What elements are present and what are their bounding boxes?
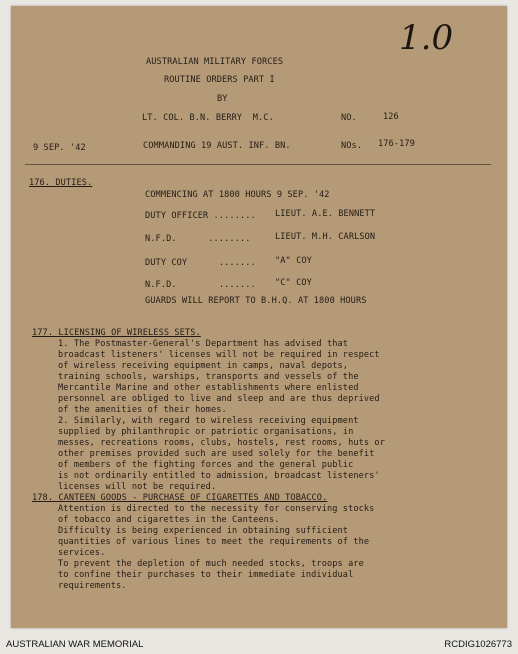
header-command: COMMANDING 19 AUST. INF. BN. [143,141,291,151]
document-page [11,6,507,628]
licensing-line: of members of the fighting forces and the general public [58,460,354,470]
canteen-line: to confine their purchases to their immediate individual [58,570,354,580]
header-no-value: 126 [383,112,399,122]
header-nos-value: 176-179 [378,139,415,149]
header-no-label: NO. [341,113,357,123]
licensing-line: of the amenities of their homes. [58,405,227,415]
duty-value: LIEUT. A.E. BENNETT [275,209,376,219]
licensing-line: training schools, warships, transports and vessels of the [58,372,359,382]
header-nos-label: NOs. [341,141,363,151]
canteen-line: To prevent the depletion of much needed stocks, troops are [58,559,364,569]
licensing-line: supplied by philanthropic or patriotic organisations, in [58,427,354,437]
licensing-line: 2. Similarly, with regard to wireless receiving equipment [58,416,359,426]
canteen-line: of tobacco and cigarettes in the Canteens. [58,515,280,525]
duties-title: 176. DUTIES. [29,178,93,188]
licensing-line: other premises provided such are used solely for the benefit [58,449,375,459]
footer-source: AUSTRALIAN WAR MEMORIAL [6,639,144,650]
duty-role: DUTY COY ....... [145,258,256,268]
duties-commencing: COMMENCING AT 1800 HOURS 9 SEP. '42 [145,190,330,200]
footer-id: RCDIG1026773 [444,639,512,650]
duty-value: LIEUT. M.H. CARLSON [275,232,376,242]
licensing-line: 1. The Postmaster-General's Department has advised that [58,339,349,349]
licensing-line: is not ordinarily entitled to admission, broadcast listeners' [58,471,380,481]
licensing-title: 177. LICENSING OF WIRELESS SETS. [32,328,201,338]
licensing-line: licenses will not be required. [58,482,217,492]
canteen-title: 178. CANTEEN GOODS - PURCHASE OF CIGARETTES AND TOBACCO. [32,493,328,503]
canteen-line: Attention is directed to the necessity for conserving stocks [58,504,375,514]
duty-role: N.F.D. ........ [145,234,251,244]
duty-role: DUTY OFFICER ........ [145,211,256,221]
canteen-line: Difficulty is being experienced in obtaining sufficient [58,526,349,536]
header-date: 9 SEP. '42 [33,143,86,153]
licensing-line: personnel are obliged to live and sleep and are thus deprived [58,394,380,404]
licensing-line: of wireless receiving equipment in camps, naval depots, [58,361,349,371]
licensing-line: Mercantile Marine and other establishments where enlisted [58,383,359,393]
licensing-line: messes, recreations rooms, clubs, hostels, rest rooms, huts or [58,438,385,448]
canteen-line: quantities of various lines to meet the requirements of the [58,537,370,547]
duty-value: "C" COY [275,278,312,288]
duty-role: N.F.D. ....... [145,280,256,290]
header-orders: ROUTINE ORDERS PART I [164,75,275,85]
handwritten-page-number: 1.0 [399,18,454,58]
header-by: BY [217,94,228,104]
duties-guards: GUARDS WILL REPORT TO B.H.Q. AT 1800 HOURS [145,296,367,306]
header-divider [25,164,491,165]
canteen-line: services. [58,548,106,558]
licensing-line: broadcast listeners' licenses will not be required in respect [58,350,380,360]
canteen-line: requirements. [58,581,127,591]
duty-value: "A" COY [275,256,312,266]
header-officer: LT. COL. B.N. BERRY M.C. [142,113,274,123]
header-org: AUSTRALIAN MILITARY FORCES [146,57,284,67]
